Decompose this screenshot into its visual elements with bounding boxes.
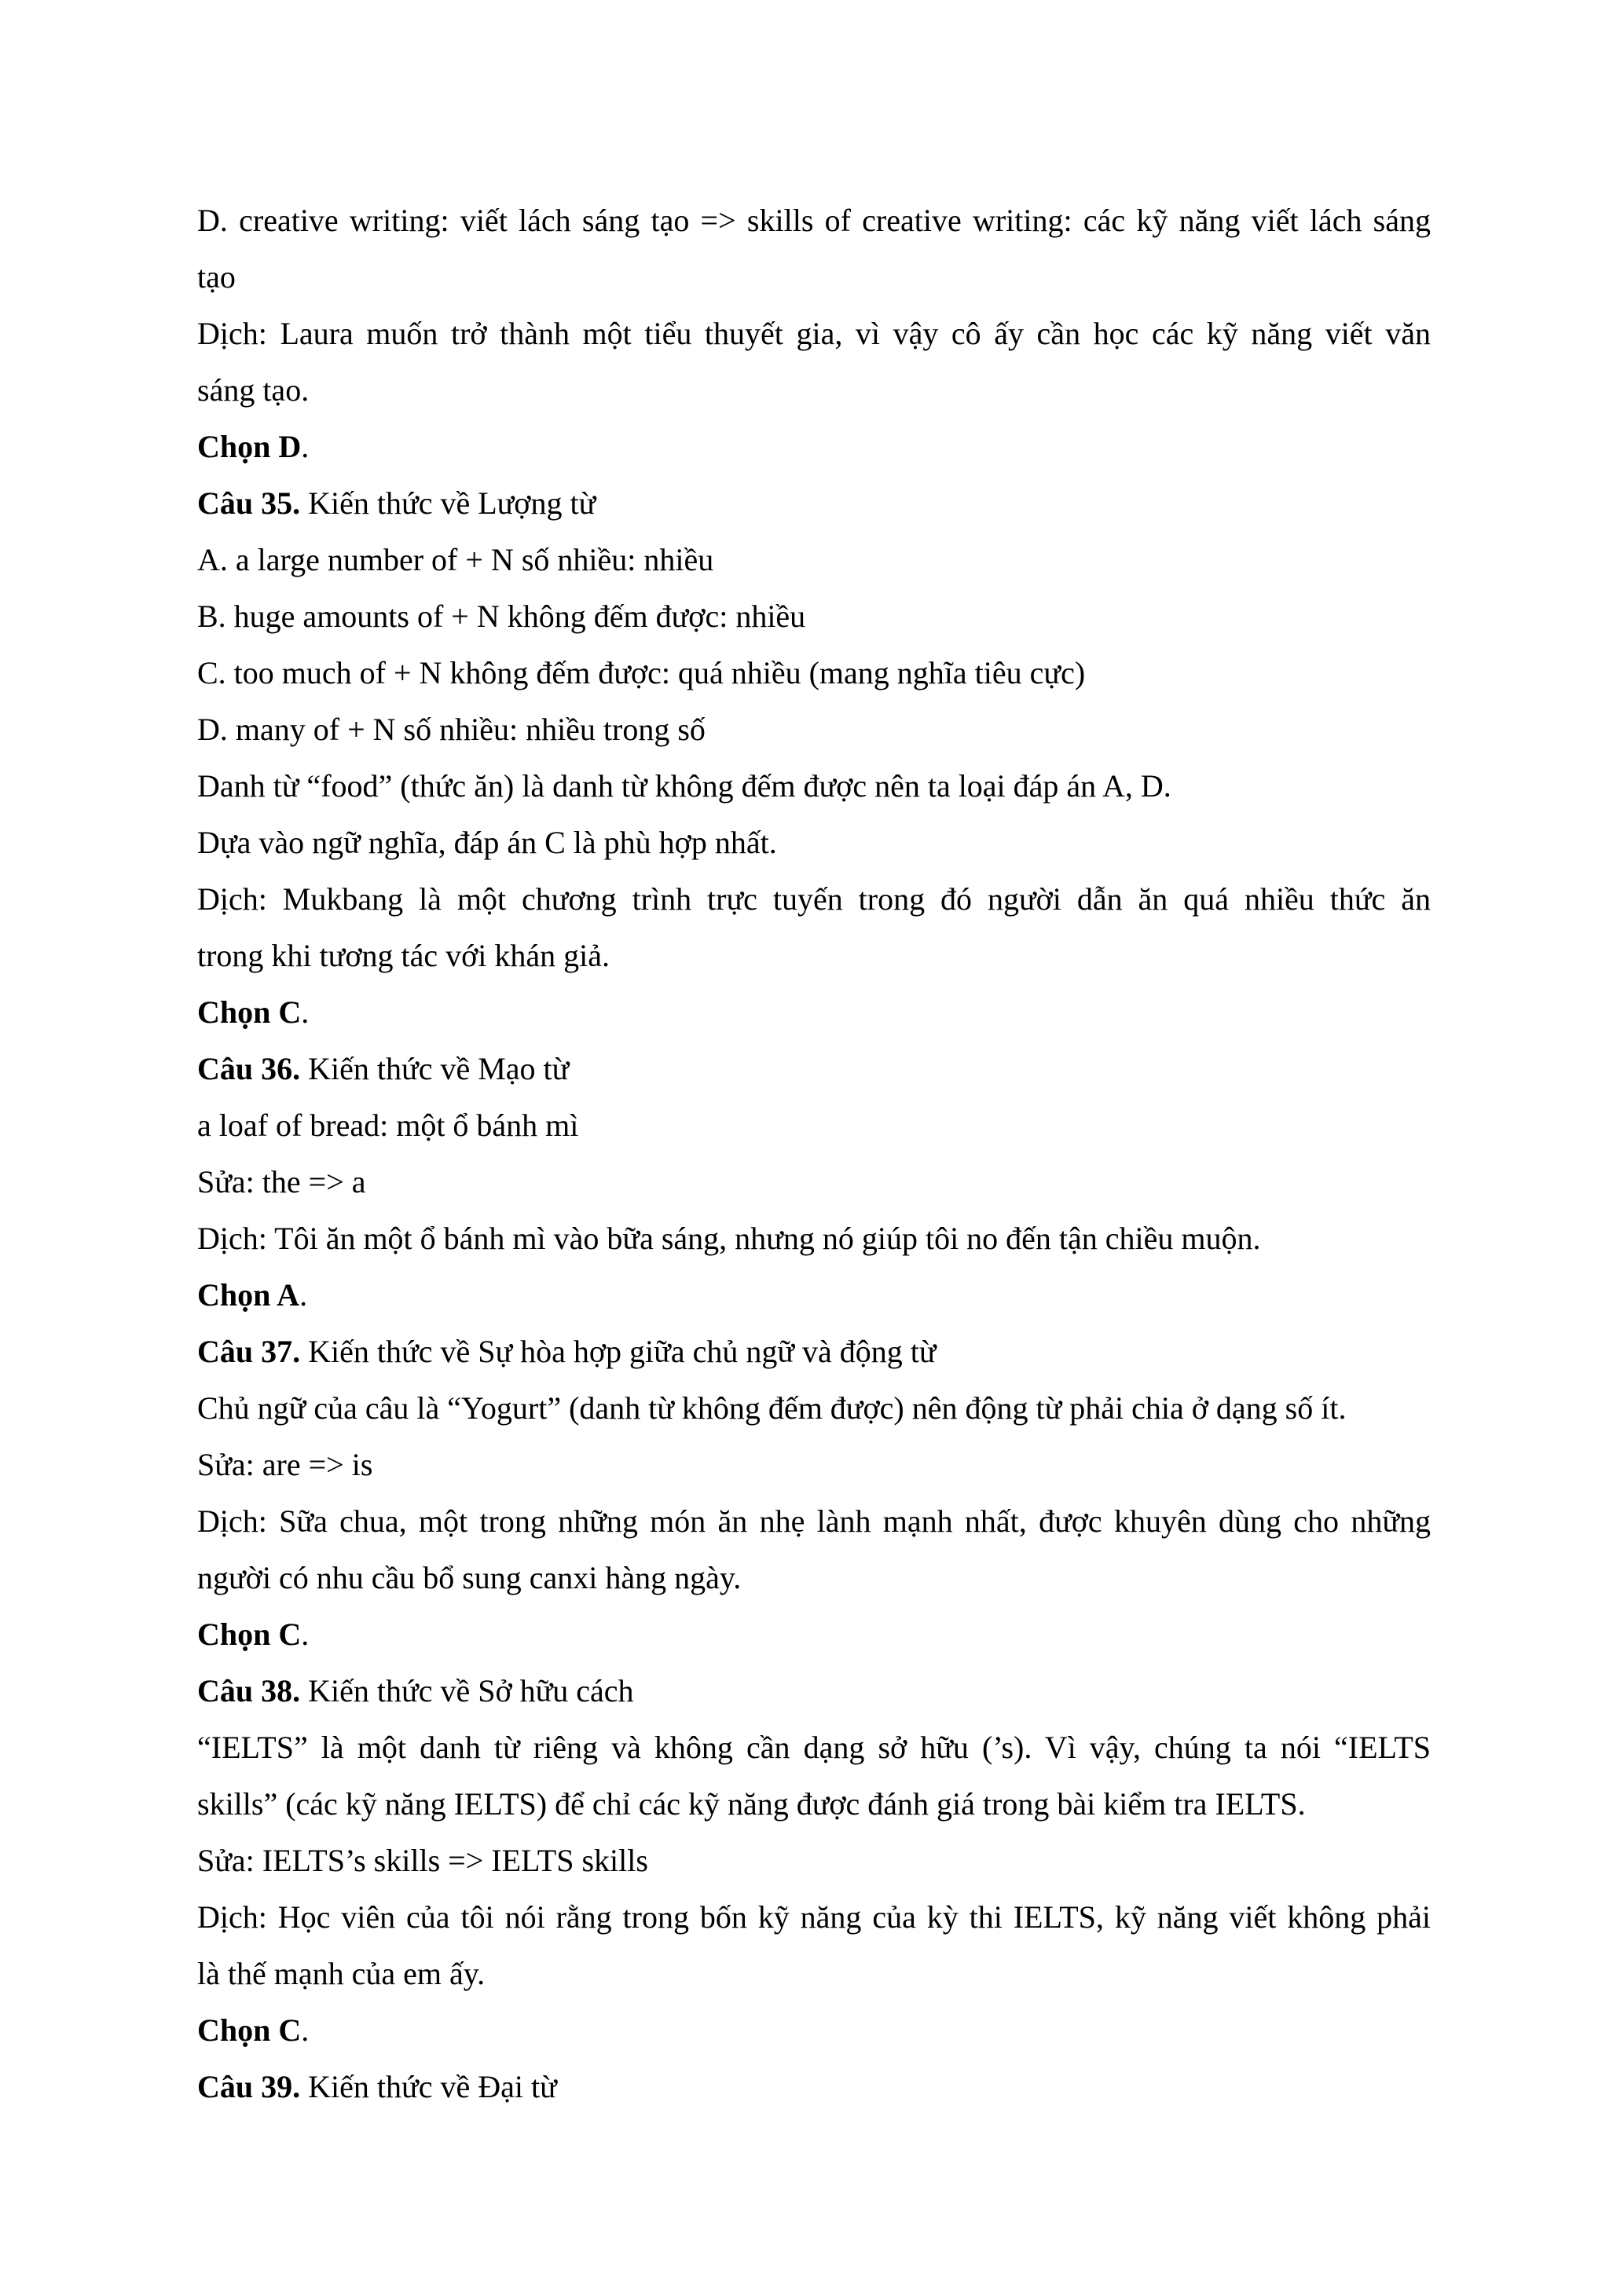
line-text: Kiến thức về Đại từ — [300, 2069, 557, 2104]
bold-label: Câu 39. — [197, 2069, 301, 2104]
line-text: Kiến thức về Mạo từ — [300, 1051, 570, 1086]
document-body — [197, 192, 1431, 2115]
line-text: người có nhu cầu bổ sung canxi hàng ngày. — [197, 1560, 742, 1595]
line-text: Dựa vào ngữ nghĩa, đáp án C là phù hợp nhất. — [197, 825, 777, 860]
text-line — [197, 1663, 1431, 1719]
line-text: “IELTS” là một danh từ riêng và không cần dạng sở hữu (’s). Vì vậy, chúng ta nói “IELTS — [197, 1730, 1431, 1765]
line-text: Sửa: are => is — [197, 1447, 373, 1482]
text-line — [197, 871, 1431, 928]
text-line — [197, 1324, 1431, 1380]
line-text: Dịch: Tôi ăn một ổ bánh mì vào bữa sáng, nhưng nó giúp tôi no đến tận chiều muộn. — [197, 1221, 1261, 1256]
bold-label: Câu 37. — [197, 1334, 301, 1369]
line-text: Sửa: the => a — [197, 1164, 366, 1199]
text-line — [197, 249, 1431, 306]
bold-label: Chọn C — [197, 2012, 302, 2048]
text-line — [197, 1437, 1431, 1493]
line-text: . — [301, 1617, 310, 1652]
line-text: D. many of + N số nhiều: nhiều trong số — [197, 712, 706, 747]
text-line — [197, 2002, 1431, 2059]
text-line — [197, 1267, 1431, 1324]
text-line — [197, 645, 1431, 701]
bold-label: Chọn A — [197, 1277, 300, 1313]
bold-label: Chọn C — [197, 1617, 302, 1652]
text-line — [197, 1210, 1431, 1267]
text-line — [197, 192, 1431, 249]
text-line — [197, 588, 1431, 645]
line-text: Chủ ngữ của câu là “Yogurt” (danh từ không đếm được) nên động từ phải chia ở dạng số ít. — [197, 1390, 1347, 1426]
text-line — [197, 1097, 1431, 1154]
line-text: Dịch: Laura muốn trở thành một tiểu thuyết gia, vì vậy cô ấy cần học các kỹ năng viết văn — [197, 316, 1431, 351]
bold-label: Chọn D — [197, 429, 302, 464]
text-line — [197, 1946, 1431, 2002]
line-text: D. creative writing: viết lách sáng tạo => skills of creative writing: các kỹ năng viết lách sáng — [197, 203, 1431, 238]
line-text: Kiến thức về Sở hữu cách — [300, 1673, 634, 1708]
text-line — [197, 1154, 1431, 1210]
text-line — [197, 475, 1431, 532]
line-text: . — [299, 1277, 308, 1313]
text-line — [197, 532, 1431, 588]
line-text: skills” (các kỹ năng IELTS) để chỉ các kỹ năng được đánh giá trong bài kiểm tra IELTS. — [197, 1786, 1306, 1822]
line-text: Dịch: Sữa chua, một trong những món ăn nhẹ lành mạnh nhất, được khuyên dùng cho những — [197, 1503, 1431, 1539]
bold-label: Câu 36. — [197, 1051, 301, 1086]
line-text: trong khi tương tác với khán giả. — [197, 938, 610, 973]
line-text: là thế mạnh của em ấy. — [197, 1956, 486, 1991]
bold-label: Chọn C — [197, 994, 302, 1030]
text-line — [197, 1041, 1431, 1097]
text-line — [197, 701, 1431, 758]
line-text: Sửa: IELTS’s skills => IELTS skills — [197, 1843, 648, 1878]
line-text: Kiến thức về Lượng từ — [300, 485, 596, 521]
line-text: Kiến thức về Sự hòa hợp giữa chủ ngữ và động từ — [300, 1334, 937, 1369]
text-line — [197, 984, 1431, 1041]
text-line — [197, 815, 1431, 871]
text-line — [197, 928, 1431, 984]
line-text: . — [301, 994, 310, 1030]
text-line — [197, 1889, 1431, 1946]
line-text: tạo — [197, 259, 236, 295]
line-text: . — [301, 429, 310, 464]
line-text: B. huge amounts of + N không đếm được: nhiều — [197, 599, 806, 634]
text-line — [197, 1776, 1431, 1833]
line-text: . — [301, 2012, 310, 2048]
line-text: A. a large number of + N số nhiều: nhiều — [197, 542, 714, 577]
text-line — [197, 1550, 1431, 1606]
text-line — [197, 362, 1431, 419]
text-line — [197, 1493, 1431, 1550]
line-text: C. too much of + N không đếm được: quá nhiều (mang nghĩa tiêu cực) — [197, 655, 1086, 690]
line-text: a loaf of bread: một ổ bánh mì — [197, 1108, 579, 1143]
text-line — [197, 758, 1431, 815]
text-line — [197, 1833, 1431, 1889]
line-text: Dịch: Mukbang là một chương trình trực tuyến trong đó người dẫn ăn quá nhiều thức ăn — [197, 881, 1431, 917]
text-line — [197, 1719, 1431, 1776]
line-text: sáng tạo. — [197, 372, 310, 408]
text-line — [197, 419, 1431, 475]
bold-label: Câu 35. — [197, 485, 301, 521]
text-line — [197, 1606, 1431, 1663]
line-text: Dịch: Học viên của tôi nói rằng trong bốn kỹ năng của kỳ thi IELTS, kỹ năng viết không phải — [197, 1899, 1431, 1935]
line-text: Danh từ “food” (thức ăn) là danh từ không đếm được nên ta loại đáp án A, D. — [197, 768, 1171, 804]
text-line — [197, 2059, 1431, 2115]
text-line — [197, 1380, 1431, 1437]
text-line — [197, 306, 1431, 362]
bold-label: Câu 38. — [197, 1673, 301, 1708]
